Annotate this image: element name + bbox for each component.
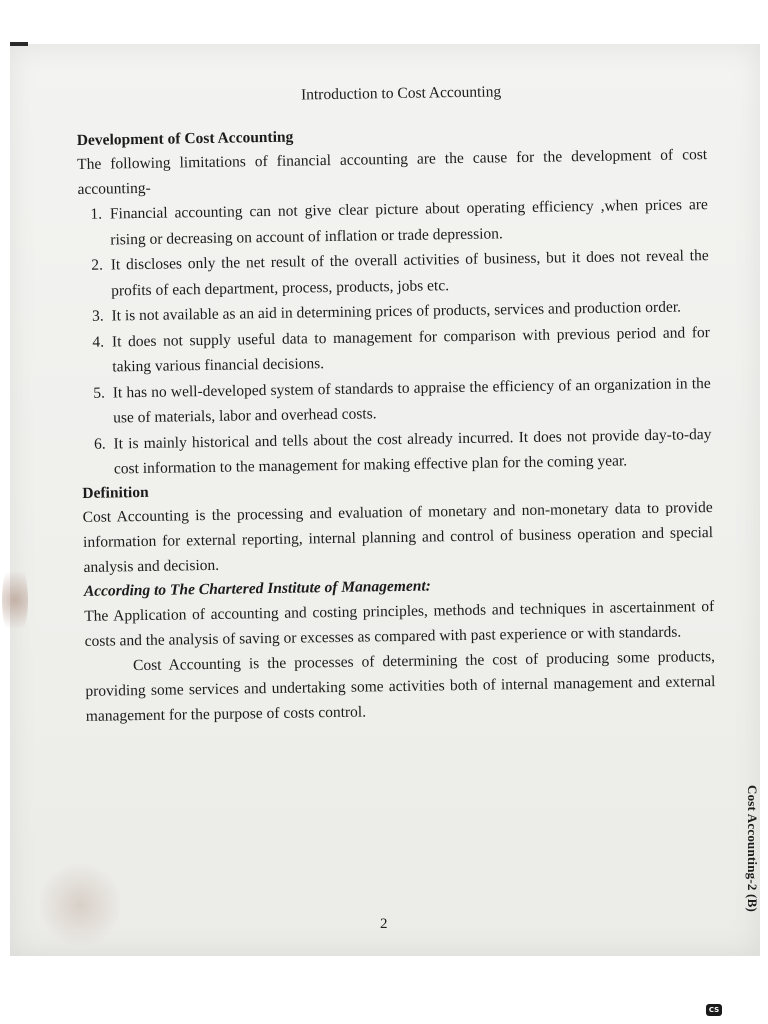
definition-paragraph: Cost Accounting is the processing and evaluation of monetary and non-monetary data to provide information for external reporting, internal planning and control of business operation and special analysis and decision. xyxy=(82,498,714,576)
list-item: 1. Financial accounting can not give clear picture about operating efficiency ,when prices are rising or decreasing on account of inflation or trade depression. xyxy=(106,192,709,252)
limitations-list xyxy=(78,192,712,482)
scanner-logo-icon: CS xyxy=(706,1004,722,1016)
according-heading: According to The Chartered Institute of Management: xyxy=(83,576,432,600)
section-heading: Development of Cost Accounting xyxy=(76,128,294,149)
list-item: 6. It is mainly historical and tells about the cost already incurred. It does not provide day-to-day cost information to the management for making effective plan for the coming year. xyxy=(109,422,712,482)
page-stain xyxy=(2,560,28,640)
list-item: 3. It is not available as an aid in determining prices of products, services and production order. xyxy=(107,294,709,329)
list-item: 5. It has no well-developed system of standards to appraise the efficiency of an organization in the use of materials, labor and overhead costs. xyxy=(109,371,712,431)
page-content xyxy=(76,80,716,728)
page-corner-mark xyxy=(10,42,28,46)
definition-heading: Definition xyxy=(82,483,149,502)
list-item: 2. It discloses only the net result of the overall activities of business, but it does not reveal the profits of each department, process, products, jobs etc. xyxy=(107,243,710,303)
cima-paragraph: The Application of accounting and costing principles, methods and techniques in ascertainment of costs and the analysis of saving or excesses as compared with past experience or with standards. xyxy=(84,597,715,650)
list-item: 4. It does not supply useful data to management for comparison with previous period and for taking various financial decisions. xyxy=(108,320,711,380)
page-title: Introduction to Cost Accounting xyxy=(300,83,502,104)
side-label: Cost Accounting-2 (B) xyxy=(745,785,760,912)
closing-paragraph: Cost Accounting is the processes of determining the cost of producing some products, providing some services and undertaking some activities both of internal management and external management for the purpose of costs control. xyxy=(85,647,716,725)
page-number: 2 xyxy=(380,916,388,932)
intro-paragraph: The following limitations of financial accounting are the cause for the development of cost accounting- xyxy=(77,146,708,198)
page-stain xyxy=(40,860,120,950)
